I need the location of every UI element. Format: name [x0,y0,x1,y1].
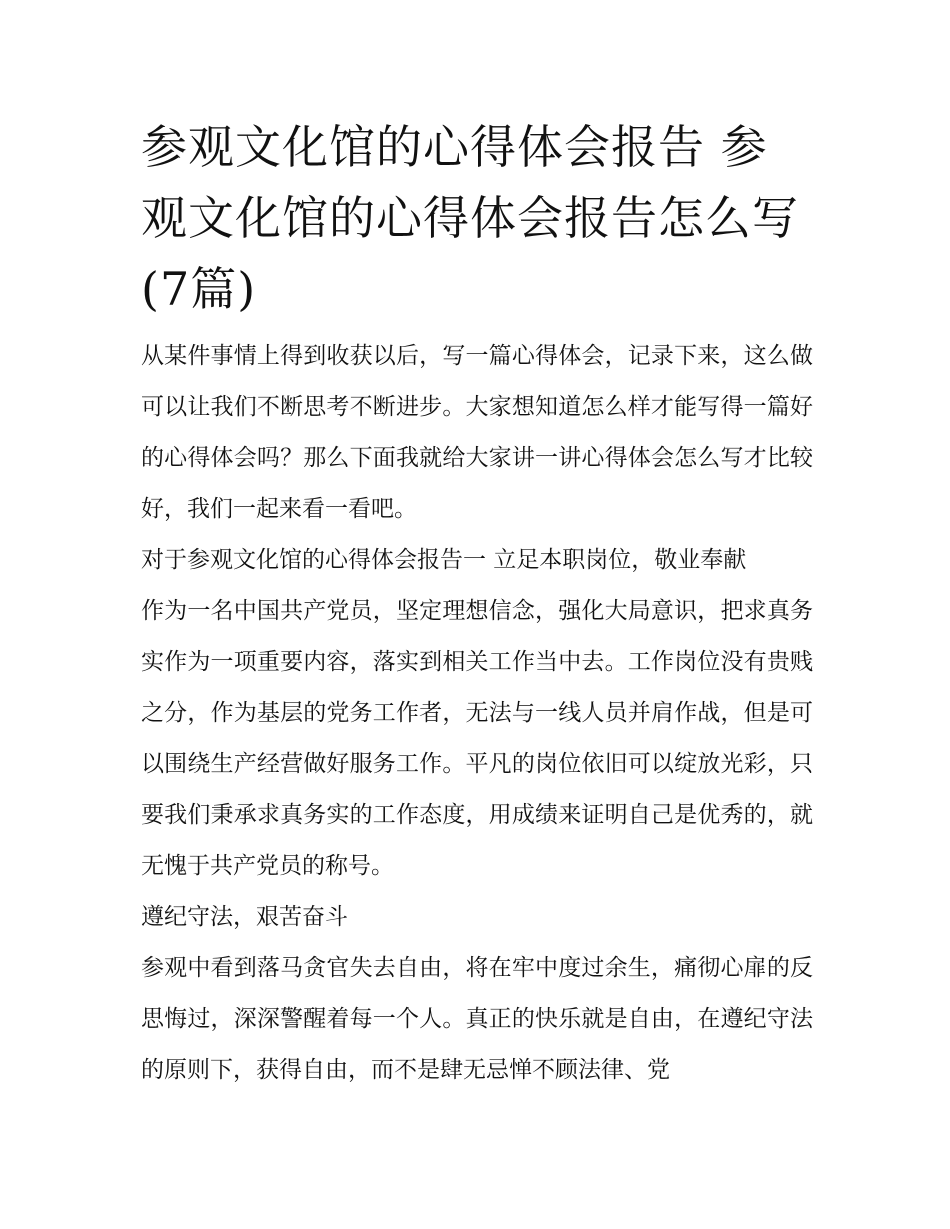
intro-paragraph: 从某件事情上得到收获以后，写一篇心得体会，记录下来，这么做可以让我们不断思考不断进步。大家想知道怎么样才能写得一篇好的心得体会吗？那么下面我就给大家讲一讲心得体会怎么写才比较好，我们一起来看一看吧。 [141,343,813,522]
section-heading-2: 遵纪守法，艰苦奋斗 [141,904,348,930]
document-title: 参观文化馆的心得体会报告 参观文化馆的心得体会报告怎么写(7篇) [141,120,799,316]
document-body [141,112,813,1096]
section-heading-1: 对于参观文化馆的心得体会报告一 立足本职岗位，敬业奉献 [141,547,747,573]
body-paragraph-2: 参观中看到落马贪官失去自由，将在牢中度过余生，痛彻心扉的反思悔过，深深警醒着每一个人。真正的快乐就是自由，在遵纪守法的原则下，获得自由，而不是肆无忌惮不顾法律、党 [141,955,813,1083]
body-paragraph-1: 作为一名中国共产党员，坚定理想信念，强化大局意识，把求真务实作为一项重要内容，落实到相关工作当中去。工作岗位没有贵贱之分，作为基层的党务工作者，无法与一线人员并肩作战，但是可以围绕生产经营做好服务工作。平凡的岗位依旧可以绽放光彩，只要我们秉承求真务实的工作态度，用成绩来证明自己是优秀的，就无愧于共产党员的称号。 [141,598,813,879]
